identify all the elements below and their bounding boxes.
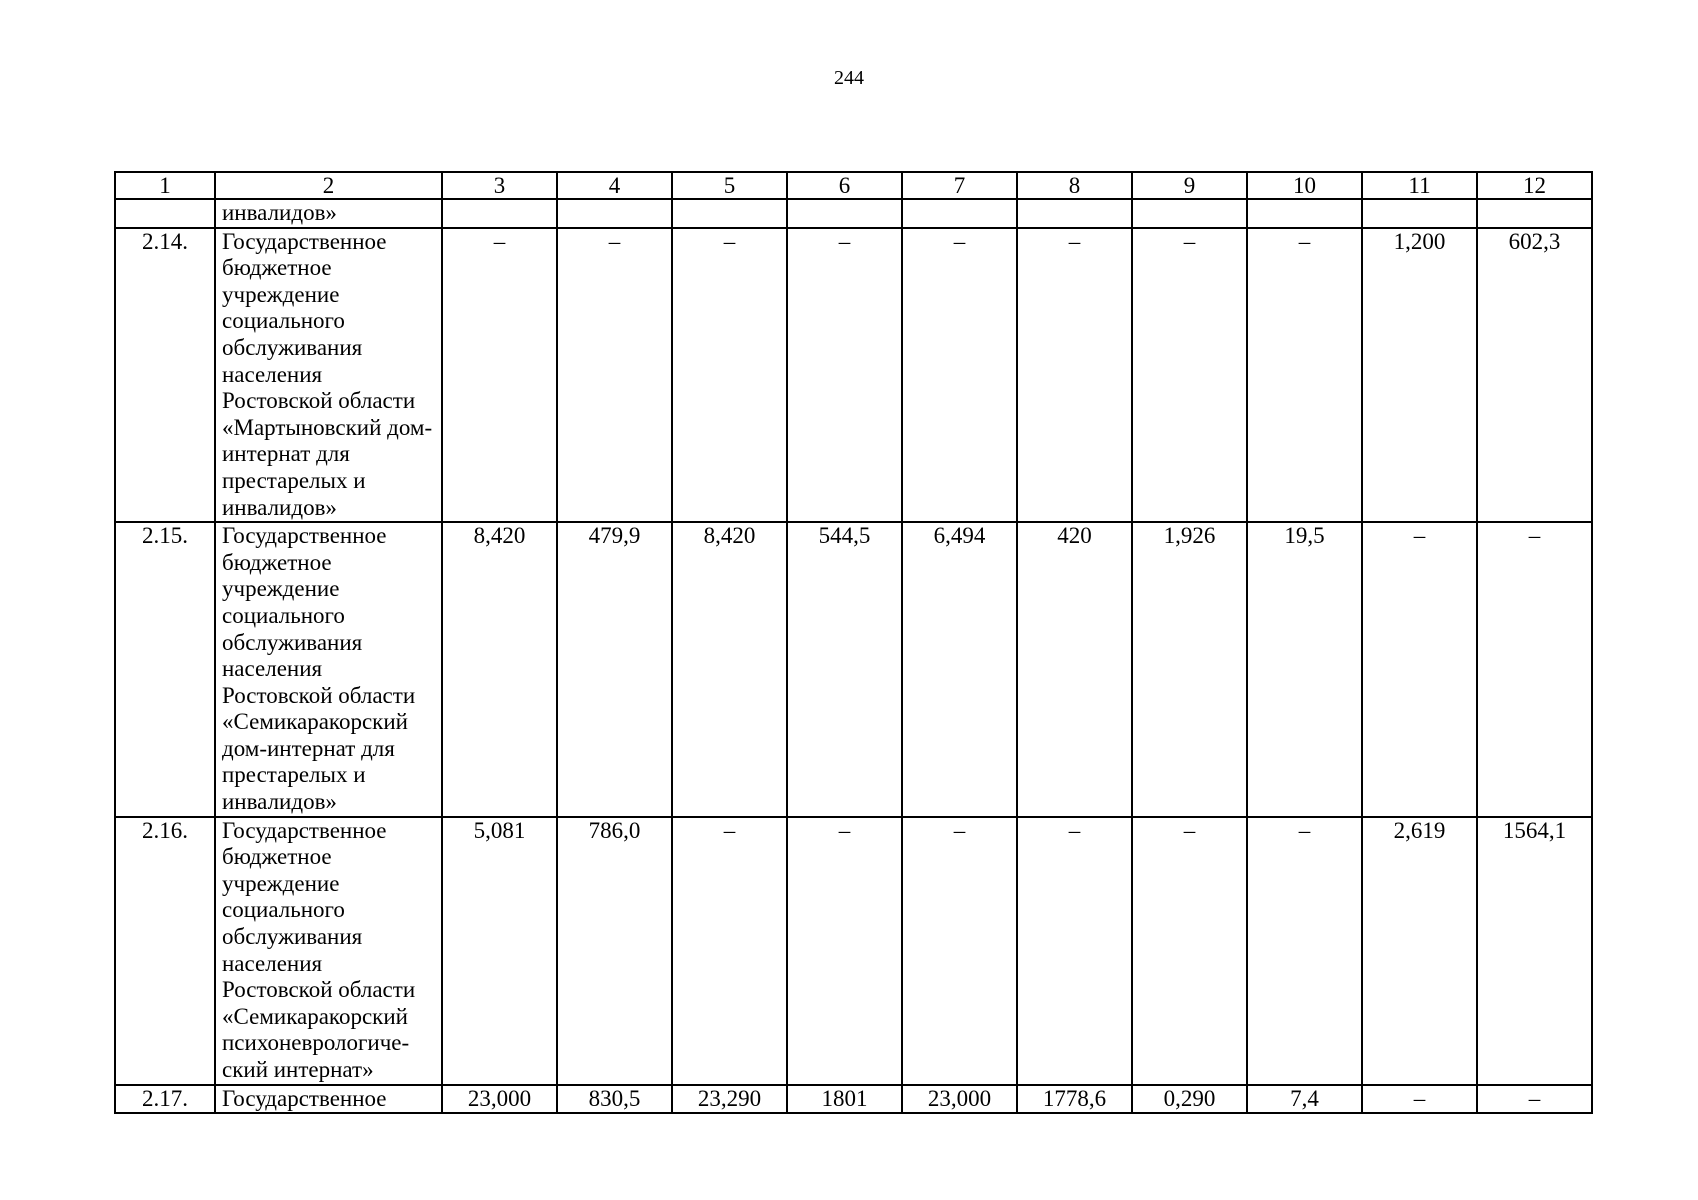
table-cell: 479,9 (557, 522, 672, 817)
table-cell: – (1017, 817, 1132, 1085)
table-row (115, 1085, 1592, 1114)
column-header: 2 (215, 172, 442, 199)
table-row (115, 199, 1592, 228)
table-cell: 1,926 (1132, 522, 1247, 817)
column-header: 12 (1477, 172, 1592, 199)
table-cell (672, 199, 787, 228)
table-cell: – (1247, 228, 1362, 523)
table-cell: – (1247, 817, 1362, 1085)
column-header: 1 (115, 172, 215, 199)
table-cell: 786,0 (557, 817, 672, 1085)
table-cell (1247, 199, 1362, 228)
table-cell (1477, 199, 1592, 228)
institution-name: Государственное (215, 1085, 442, 1114)
table-cell: – (787, 228, 902, 523)
table-cell: 1778,6 (1017, 1085, 1132, 1114)
table-cell: – (1362, 1085, 1477, 1114)
column-header: 8 (1017, 172, 1132, 199)
institution-name: инвалидов» (215, 199, 442, 228)
table-cell: 7,4 (1247, 1085, 1362, 1114)
column-header: 11 (1362, 172, 1477, 199)
table-row (115, 817, 1592, 1085)
table-cell (902, 199, 1017, 228)
table-cell: – (1132, 817, 1247, 1085)
page-number: 244 (834, 67, 864, 89)
row-number: 2.14. (115, 228, 215, 523)
table-cell: 8,420 (672, 522, 787, 817)
table-cell: 830,5 (557, 1085, 672, 1114)
table-cell: 544,5 (787, 522, 902, 817)
table-cell (1132, 199, 1247, 228)
table-cell (442, 199, 557, 228)
table-cell: 2,619 (1362, 817, 1477, 1085)
column-header: 7 (902, 172, 1017, 199)
column-header: 4 (557, 172, 672, 199)
table-cell: – (1017, 228, 1132, 523)
column-header: 3 (442, 172, 557, 199)
table-cell: 19,5 (1247, 522, 1362, 817)
institution-name: Государственное бюджетное учреждение социального обслуживания населения Ростовской области «Семикаракорский дом-интернат для престарелых и инвалидов» (215, 522, 442, 817)
column-header: 9 (1132, 172, 1247, 199)
table-cell (1017, 199, 1132, 228)
table-cell: 23,000 (902, 1085, 1017, 1114)
table-cell: – (557, 228, 672, 523)
table-cell: 23,000 (442, 1085, 557, 1114)
table-cell: 1564,1 (1477, 817, 1592, 1085)
table-cell: 5,081 (442, 817, 557, 1085)
table-cell: – (1477, 1085, 1592, 1114)
table-row (115, 522, 1592, 817)
table-cell: – (1477, 522, 1592, 817)
table-cell: 1,200 (1362, 228, 1477, 523)
table-cell: – (1132, 228, 1247, 523)
column-header: 10 (1247, 172, 1362, 199)
table-cell: 8,420 (442, 522, 557, 817)
table-cell (1362, 199, 1477, 228)
table-cell: 1801 (787, 1085, 902, 1114)
table-row (115, 228, 1592, 523)
table-cell: 420 (1017, 522, 1132, 817)
institution-name: Государственное бюджетное учреждение социального обслуживания населения Ростовской области «Семикаракорский психоневрологиче-ский интернат» (215, 817, 442, 1085)
row-number: 2.15. (115, 522, 215, 817)
row-number: 2.16. (115, 817, 215, 1085)
table-cell: – (672, 817, 787, 1085)
table-cell: 23,290 (672, 1085, 787, 1114)
data-table (114, 171, 1593, 1114)
table-header-row (115, 172, 1592, 199)
table-cell: – (672, 228, 787, 523)
table-cell: 602,3 (1477, 228, 1592, 523)
table-cell: – (1362, 522, 1477, 817)
institution-name: Государственное бюджетное учреждение социального обслуживания населения Ростовской области «Мартыновский дом-интернат для престарелых и инвалидов» (215, 228, 442, 523)
column-header: 5 (672, 172, 787, 199)
table-cell: 6,494 (902, 522, 1017, 817)
row-number: 2.17. (115, 1085, 215, 1114)
column-header: 6 (787, 172, 902, 199)
table-cell: – (902, 228, 1017, 523)
table-cell (787, 199, 902, 228)
table-cell: 0,290 (1132, 1085, 1247, 1114)
row-number (115, 199, 215, 228)
table-cell: – (442, 228, 557, 523)
table-cell (557, 199, 672, 228)
table-cell: – (787, 817, 902, 1085)
table-cell: – (902, 817, 1017, 1085)
